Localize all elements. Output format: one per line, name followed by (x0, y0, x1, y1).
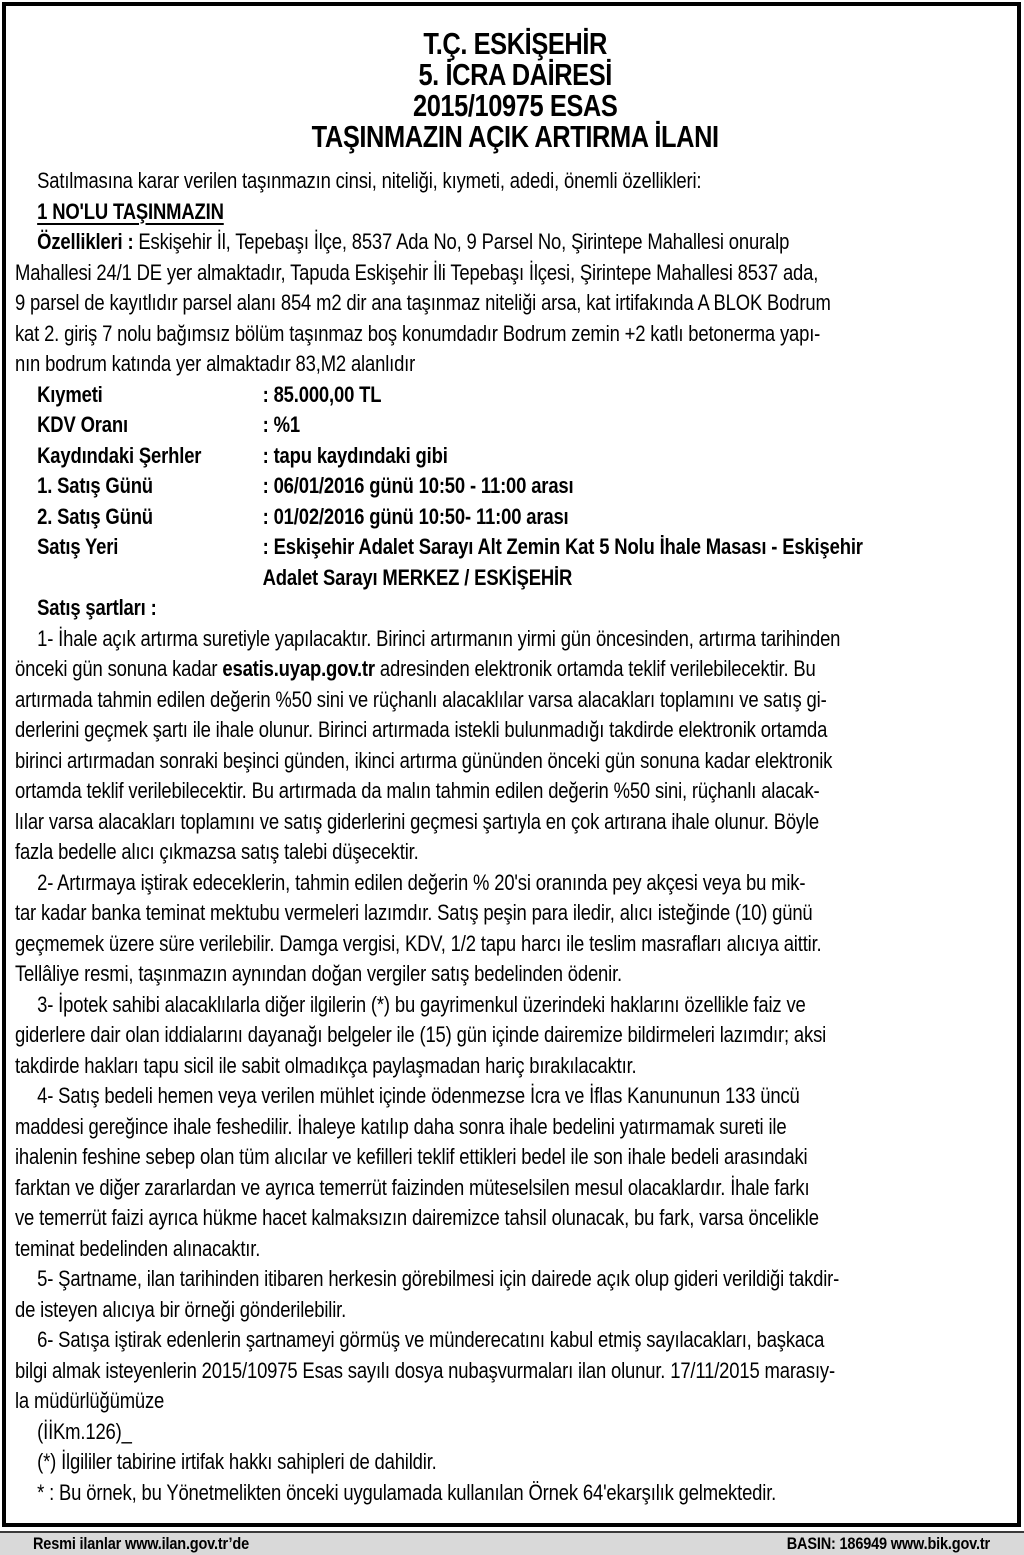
text-line: birinci artırmadan sonraki beşinci günden, ikinci artırma gününden önceki gün sonuna kadar elektronik (15, 747, 833, 773)
text-line: farktan ve diğer zararlardan ve ayrıca temerrüt faizinden müteselsilen mesul olacaklardır. İhale farkı (15, 1174, 810, 1200)
detail-row (15, 532, 1015, 563)
detail-label: Kıymeti (37, 381, 103, 407)
terms-paragraph-5 (15, 1264, 1015, 1325)
terms-p1-line-2 (15, 654, 1015, 685)
text-line: fazla bedelle alıcı çıkmazsa satış talebi düşecektir. (15, 839, 419, 864)
footer-right-text: BASIN: 186949 www.bik.gov.tr (786, 1534, 990, 1553)
text-line: nın bodrum katında yer almaktadır 83,M2 alanlıdır (15, 351, 416, 376)
footer-bar (0, 1531, 1024, 1555)
footnotes (15, 1417, 1015, 1509)
property-heading-line (15, 197, 1015, 228)
details-list (15, 380, 1015, 594)
text-line: Tellâliye resmi, taşınmazın aynından doğan vergiler satış bedelinden ödenir. (15, 961, 623, 986)
detail-label: 2. Satış Günü (37, 503, 153, 529)
text-line: maddesi gereğince ihale feshedilir. İhaleye katılıp daha sonra ihale bedelini yatırmamak sureti ile (15, 1113, 787, 1139)
text-line: artırmada tahmin edilen değerin %50 sini ve rüçhanlı alacaklılar varsa alacakları toplamını ve satış gi- (15, 686, 827, 712)
features-first-line (15, 227, 1015, 258)
text-line: geçmemek üzere süre verilebilir. Damga vergisi, KDV, 1/2 tapu harcı ile teslim masrafları alıcıya aittir. (15, 930, 822, 956)
footnote-line: (*) İlgililer tabirine irtifak hakkı sahipleri de dahildir. (37, 1449, 437, 1474)
detail-value: Adalet Sarayı MERKEZ / ESKİŞEHİR (262, 564, 573, 590)
detail-row (15, 563, 1015, 594)
detail-value: : 01/02/2016 günü 10:50- 11:00 arası (262, 503, 569, 529)
text-line: ve temerrüt faizi ayrıca hükme hacet kalmaksızın dairemizce tahsil olunacak, bu fark, varsa öncelikle (15, 1205, 819, 1230)
detail-label: 1. Satış Günü (37, 473, 153, 498)
text-line: giderlere dair olan iddialarını dayanağı belgeler ile (15) gün içinde dairemize bildirmeleri lazımdır; aksi (15, 1022, 827, 1047)
detail-label: KDV Oranı (37, 412, 128, 437)
text-line: 4- Satış bedeli hemen veya verilen mühlet içinde ödenmezse İcra ve İflas Kanununun 133 üncü (37, 1083, 800, 1108)
detail-value: : %1 (262, 412, 300, 437)
detail-row (15, 380, 1015, 411)
features-continuation (15, 258, 1015, 380)
terms-paragraph-2 (15, 868, 1015, 990)
document-body (15, 28, 1015, 1508)
terms-paragraph-1-rest (15, 685, 1015, 868)
text-line: de isteyen alıcıya bir örneği gönderilebilir. (15, 1296, 347, 1322)
terms-paragraph-3 (15, 990, 1015, 1082)
text-line: lılar varsa alacakları toplamını ve satış giderlerini geçmesi şartıyla en çok artırana ihale olunur. Böyle (15, 808, 820, 834)
text-line: teminat bedelinden alınacaktır. (15, 1235, 261, 1261)
text-line: ihalenin feshine sebep olan tüm alıcılar ve kefilleri teklif ettikleri bedel ile son ihale bedeli arasındaki (15, 1144, 808, 1169)
detail-value: : Eskişehir Adalet Sarayı Alt Zemin Kat 5 Nolu İhale Masası - Eskişehir (262, 534, 863, 559)
intro-line: Satılmasına karar verilen taşınmazın cinsi, niteliği, kıymeti, adedi, önemli özellikleri: (37, 168, 702, 193)
document-title (15, 28, 1015, 152)
esatis-url-text: esatis.uyap.gov.tr (222, 656, 375, 681)
text-line: ortamda teklif verilebilecektir. Bu artırmada da malın tahmin edilen değerin %50 sini, rüçhanlı alacak- (15, 778, 820, 803)
detail-label (15, 563, 263, 594)
title-line-court: T.Ç. ESKİŞEHİR (423, 26, 607, 61)
features-label: Özellikleri : (37, 229, 139, 254)
text-line: derlerini geçmek şartı ile ihale olunur. Birinci artırmada istekli bulunmadığı takdirde elektronik ortamda (15, 717, 828, 742)
text-line: tar kadar banka teminat mektubu vermeleri lazımdır. Satış peşin para iledir, alıcı isteğinde (10) günü (15, 900, 813, 925)
text-line: kat 2. giriş 7 nolu bağımsız bölüm taşınmaz boş konumdadır Bodrum zemin +2 katlı betonerma yapı- (15, 320, 821, 346)
text-line: bilgi almak isteyenlerin 2015/10975 Esas sayılı dosya nubaşvurmaları ilan olunur. 17/11/2015 marasıy- (15, 1357, 835, 1383)
terms-p1-line-2-post: adresinden elektronik ortamda teklif verilebilecektir. Bu (374, 656, 816, 681)
detail-row (15, 441, 1015, 472)
text-line: 9 parsel de kayıtlıdır parsel alanı 854 m2 dir ana taşınmaz niteliği arsa, kat irtifakında A BLOK Bodrum (15, 290, 831, 315)
text-line: 5- Şartname, ilan tarihinden itibaren herkesin görebilmesi için dairede açık olup gideri verildiği takdir- (37, 1266, 840, 1291)
detail-row (15, 502, 1015, 533)
terms-p1-line-1: 1- İhale açık artırma suretiyle yapılacaktır. Birinci artırmanın yirmi gün öncesinden, artırma tarihinden (37, 625, 841, 651)
text-line: Mahallesi 24/1 DE yer almaktadır, Tapuda Eskişehir İli Tepebaşı İlçesi, Şirintepe Mahallesi 8537 ada, (15, 259, 819, 285)
title-line-announcement: TAŞINMAZIN AÇIK ARTIRMA İLANI (311, 119, 719, 154)
footer-left-text: Resmi ilanlar www.ilan.gov.tr’de (33, 1534, 249, 1553)
footnote-line: (İİKm.126)_ (37, 1418, 132, 1444)
property-heading: 1 NO'LU TAŞINMAZIN (37, 198, 224, 224)
footnote-line: * : Bu örnek, bu Yönetmelikten önceki uygulamada kullanılan Örnek 64'ekarşılık gelmektedir. (37, 1479, 777, 1505)
text-line: takdirde hakları tapu sicil ile sabit olmadıkça paylaşmadan hariç bırakılacaktır. (15, 1052, 637, 1078)
terms-paragraph-6 (15, 1325, 1015, 1417)
detail-value: : 85.000,00 TL (262, 381, 382, 407)
text-line: 2- Artırmaya iştirak edeceklerin, tahmin edilen değerin % 20'si oranında pey akçesi veya bu mik- (37, 869, 806, 895)
terms-paragraph-4 (15, 1081, 1015, 1264)
document-frame (2, 2, 1021, 1527)
text-line: la müdürlüğümüze (15, 1388, 165, 1413)
detail-value: : 06/01/2016 günü 10:50 - 11:00 arası (262, 473, 574, 498)
title-line-case-number: 2015/10975 ESAS (412, 88, 618, 123)
detail-value: : tapu kaydındaki gibi (262, 442, 448, 468)
detail-row (15, 410, 1015, 441)
detail-row (15, 471, 1015, 502)
title-line-office: 5. İCRA DAİRESİ (418, 57, 612, 92)
text-line: 3- İpotek sahibi alacaklılarla diğer ilgilerin (*) bu gayrimenkul üzerindeki haklarını özellikle faiz ve (37, 991, 806, 1017)
detail-label: Kaydındaki Şerhler (37, 442, 202, 468)
terms-heading: Satış şartları : (37, 595, 157, 620)
features-first-text: Eskişehir İl, Tepebaşı İlçe, 8537 Ada No, 9 Parsel No, Şirintepe Mahallesi onuralp (138, 229, 790, 254)
text-line: 6- Satışa iştirak edenlerin şartnameyi görmüş ve münderecatını kabul etmiş sayılacakları, başkaca (37, 1327, 825, 1352)
detail-label: Satış Yeri (37, 534, 119, 559)
terms-p1-line-2-pre: önceki gün sonuna kadar (15, 656, 223, 681)
